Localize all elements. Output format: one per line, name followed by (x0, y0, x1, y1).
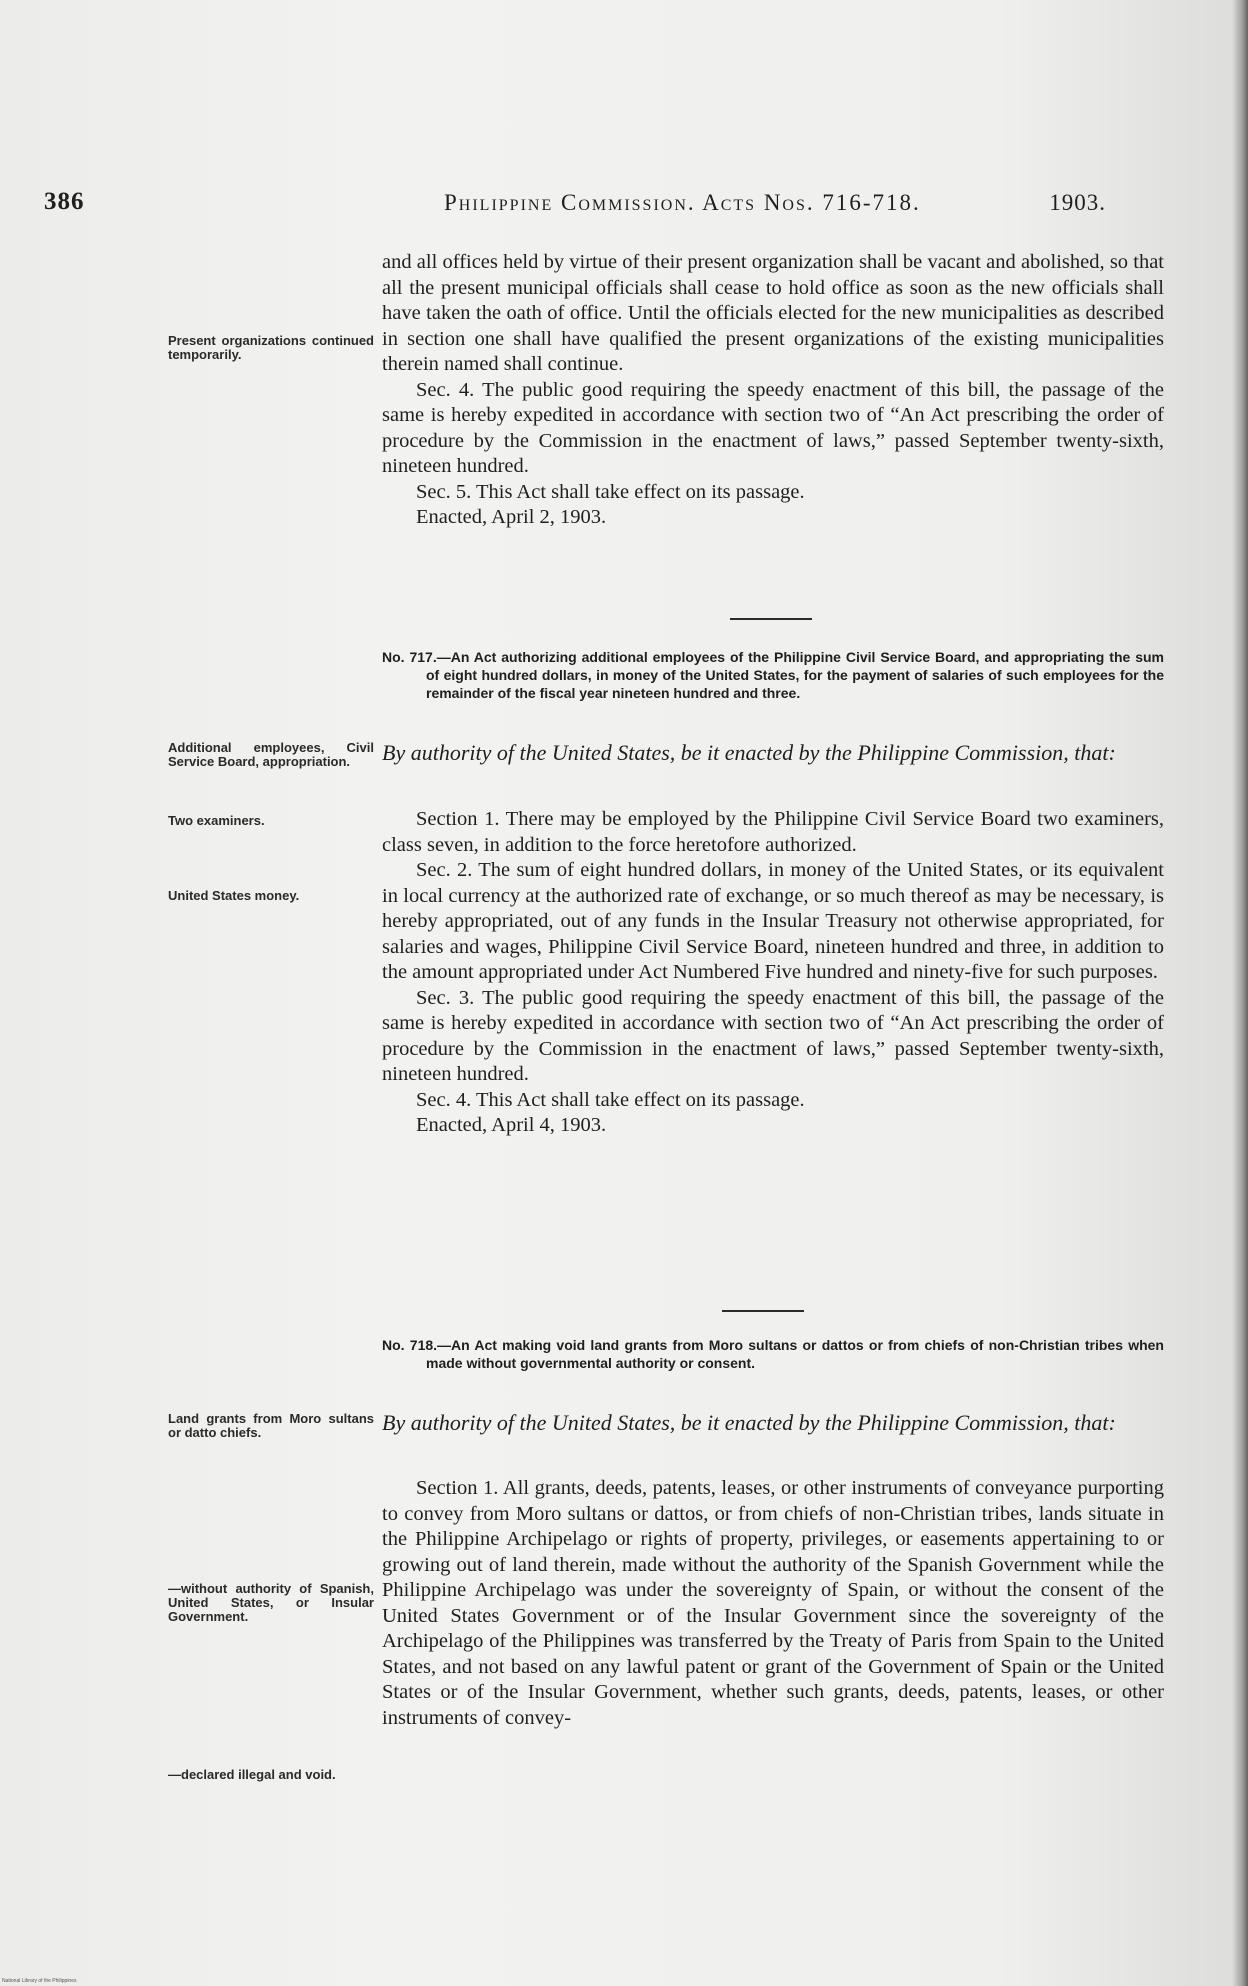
margin-note-us-money: United States money. (168, 888, 300, 903)
act-716-continued (382, 250, 1164, 531)
act-717-heading: No. 717.—An Act authorizing additional employees of the Philippine Civil Service Board, and appropriating the sum of eight hundred dollars, in money of the United States, for the payment of salaries of such employees for the remainder of the fiscal year nineteen hundred and three. (382, 649, 1164, 701)
act-716-enacted: Enacted, April 2, 1903. (416, 506, 607, 528)
act-718-heading: No. 718.—An Act making void land grants from Moro sultans or dattos or from chiefs of non-Christian tribes when made without governmental authority or consent. (382, 1337, 1164, 1371)
act-716-section-4: Sec. 4. The public good requiring the speedy enactment of this bill, the passage of the same is hereby expedited in accordance with section two of “An Act prescribing the order of procedure by the Commission in the enactment of laws,” passed September twenty-sixth, nineteen hundred. (382, 378, 1164, 477)
running-year: 1903. (1049, 190, 1106, 215)
act-718-enacting-clause: By authority of the United States, be it enacted by the Philippine Commission, that: (382, 1410, 1116, 1435)
act-717-section-2: Sec. 2. The sum of eight hundred dollars, in money of the United States, or its equivalent in local currency at the authorized rate of exchange, or so much thereof as may be necessary, is hereby appropriated, out of any funds in the Insular Treasury not otherwise appropriated, for salaries and wages, Philippine Civil Service Board, nineteen hundred and three, in addition to the amount appropriated under Act Numbered Five hundred and ninety-five for such purposes. (382, 859, 1164, 983)
margin-note-present-organizations: Present organizations continued temporarily. (168, 333, 374, 362)
page-number: 386 (44, 188, 85, 215)
act-717-section-1: Section 1. There may be employed by the Philippine Civil Service Board two examiners, class seven, in addition to the force heretofore authorized. (382, 808, 1164, 856)
act-716-section-5: Sec. 5. This Act shall take effect on its passage. (416, 480, 805, 503)
act-717-enacted: Enacted, April 4, 1903. (416, 1114, 607, 1136)
page-header (44, 188, 1106, 222)
margin-note-without-authority: —without authority of Spanish, United States, or Insular Government. (168, 1581, 374, 1624)
act-717-enacting-clause: By authority of the United States, be it enacted by the Philippine Commission, that: (382, 740, 1116, 765)
section-divider (730, 618, 812, 620)
act-717-section-4: Sec. 4. This Act shall take effect on its passage. (416, 1088, 805, 1111)
margin-note-declared-illegal: —declared illegal and void. (168, 1767, 336, 1782)
act-718-body (382, 1476, 1164, 1731)
section-divider (722, 1310, 804, 1312)
act-716-paragraph: and all offices held by virtue of their present organization shall be vacant and abolished, so that all the present municipal officials shall cease to hold office as soon as the new officials shall have taken the oath of office. Until the officials elected for the new municipalities as described in section one shall have qualified the present organizations of the existing municipalities therein named shall continue. (382, 251, 1164, 375)
margin-note-two-examiners: Two examiners. (168, 813, 265, 828)
act-718-section-1: Section 1. All grants, deeds, patents, leases, or other instruments of conveyance purporting to convey from Moro sultans or dattos, or from chiefs of non-Christian tribes, lands situate in the Philippine Archipelago or rights of property, privileges, or easements appertaining to or growing out of land therein, made without the authority of the Spanish Government while the Philippine Archipelago was under the sovereignty of Spain, or without the consent of the United States Government or of the Insular Government since the sovereignty of the Archipelago of the Philippines was transferred by the Treaty of Paris from Spain to the United States, and not based on any lawful patent or grant of the Government of Spain or the United States or of the Insular Government, whether such grants, deeds, patents, leases, or other instruments of convey- (382, 1477, 1164, 1729)
running-head: Philippine Commission. Acts Nos. 716-718. (444, 190, 921, 215)
footer-credit: National Library of the Philippines (2, 1978, 77, 1984)
margin-note-land-grants: Land grants from Moro sultans or datto chiefs. (168, 1411, 374, 1440)
act-717-body (382, 807, 1164, 1139)
margin-note-additional-employees: Additional employees, Civil Service Board, appropriation. (168, 740, 374, 769)
page-edge-shadow (1232, 0, 1248, 1986)
act-717-section-3: Sec. 3. The public good requiring the speedy enactment of this bill, the passage of the same is hereby expedited in accordance with section two of “An Act prescribing the order of procedure by the Commission in the enactment of laws,” passed September twenty-sixth, nineteen hundred. (382, 986, 1164, 1085)
